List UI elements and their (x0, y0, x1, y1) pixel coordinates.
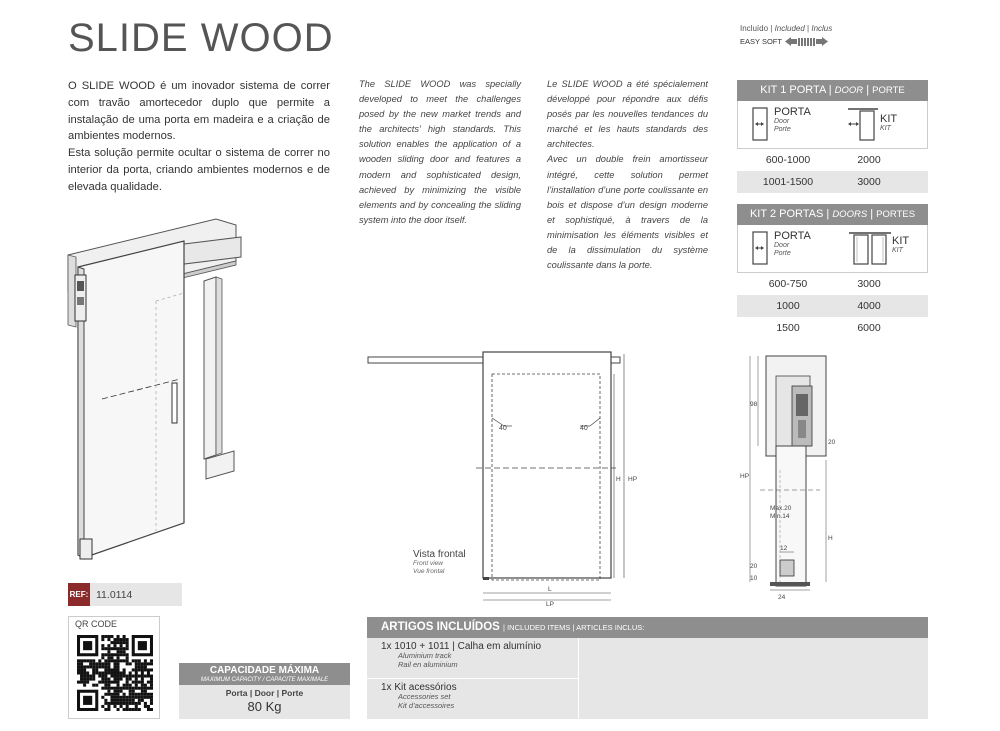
kit-icon (846, 106, 880, 142)
door-icon (752, 107, 768, 141)
dim-h: H (616, 476, 621, 483)
door-icon (752, 231, 768, 265)
dim-lp: LP (546, 601, 554, 608)
included-items-table (367, 617, 928, 719)
description-en: The SLIDE WOOD was specially developed to meet the challenges posed by the new market trends and the architects’ high standards. This solution enables the application of a wooden sliding door and features a modern and sophisticated design, achieved by minimizing the visible elements and by concealing the sliding system into the door itself. (359, 79, 521, 225)
description-pt: O SLIDE WOOD é um inovador sistema de correr com travão amortecedor duplo que permite a instalação de uma porta em madeira e a criação de ambientes modernos. Esta solução permite ocultar o sistema de correr no interior da porta, criando ambientes modernos e de elevada qualidade. (68, 80, 330, 193)
double-kit-icon (848, 230, 892, 266)
included-item: 1x 1010 + 1011 | Calha em alumínio Aluminium track Rail en aluminium (381, 641, 542, 669)
dim-h-side: H (828, 535, 833, 542)
dim-98: 98 (750, 401, 758, 408)
kit-1-table (737, 80, 928, 193)
dim-l: L (548, 586, 552, 593)
dim-hp: HP (628, 476, 638, 483)
kit-2-icons: PORTA Door Porte KIT KIT (737, 225, 928, 273)
dim-20-top: 20 (828, 439, 836, 446)
qr-code-box: QR CODE (68, 616, 160, 719)
front-view-drawing (366, 348, 636, 610)
kit-1-row: 1001-1500 3000 (737, 171, 928, 193)
reference-code: REF: 11.0114 (68, 583, 182, 606)
easy-soft-icon (785, 37, 828, 46)
dim-40-right: 40 (580, 425, 588, 432)
kit-2-header: KIT 2 PORTAS | DOORS | PORTES (737, 204, 928, 225)
dim-24: 24 (778, 594, 786, 601)
included-item: 1x Kit acessórios Accessories set Kit d’accessoires (367, 678, 578, 718)
description-fr: Le SLIDE WOOD a été spécialement développé pour répondre aux défis posés par les nouvelles tendances du marché et les hauts standards des architectes. Avec un double frein amortisseur intégré, cette solution permet l’installation d’une porte coulissante en bois et dispose d’un design moderne et sophistiqué, à travers de la minimisation les éléments visibles et de la dissimulation du système coulissante dans la porte. (547, 79, 708, 271)
kit-2-row: 1500 6000 (737, 317, 928, 339)
kit-1-row: 600-1000 2000 (737, 149, 928, 171)
dim-40-left: 40 (499, 425, 507, 432)
front-view-caption: Vista frontal Front view Vue frontal (413, 549, 466, 575)
side-section-drawing (740, 350, 850, 605)
kit-1-icons: PORTA Door Porte KIT KIT (737, 101, 928, 149)
page-title: SLIDE WOOD (68, 16, 334, 60)
kit-2-row: 1000 4000 (737, 295, 928, 317)
dim-max: Max.20 (770, 505, 792, 512)
dim-hp-side: HP (740, 473, 750, 480)
kit-2-row: 600-750 3000 (737, 273, 928, 295)
max-capacity-box: CAPACIDADE MÁXIMA MAXIMUM CAPACITY / CAPACITE MAXIMALE Porta | Door | Porte 80 Kg (179, 663, 350, 719)
included-items-header: ARTIGOS INCLUÍDOS | INCLUDED ITEMS | ARTICLES INCLUS: (367, 617, 928, 638)
dim-20-bottom: 20 (750, 563, 758, 570)
easy-soft-label: EASY SOFT (740, 37, 828, 46)
dim-10: 10 (750, 575, 758, 582)
qr-code-icon[interactable] (77, 635, 153, 711)
dim-12: 12 (780, 545, 788, 552)
door-3d-illustration (66, 215, 246, 565)
kit-1-header: KIT 1 PORTA | DOOR | PORTE (737, 80, 928, 101)
kit-2-table (737, 204, 928, 339)
dim-min: Min.14 (770, 513, 790, 520)
included-label: Incluído | Included | Inclus (740, 24, 833, 33)
